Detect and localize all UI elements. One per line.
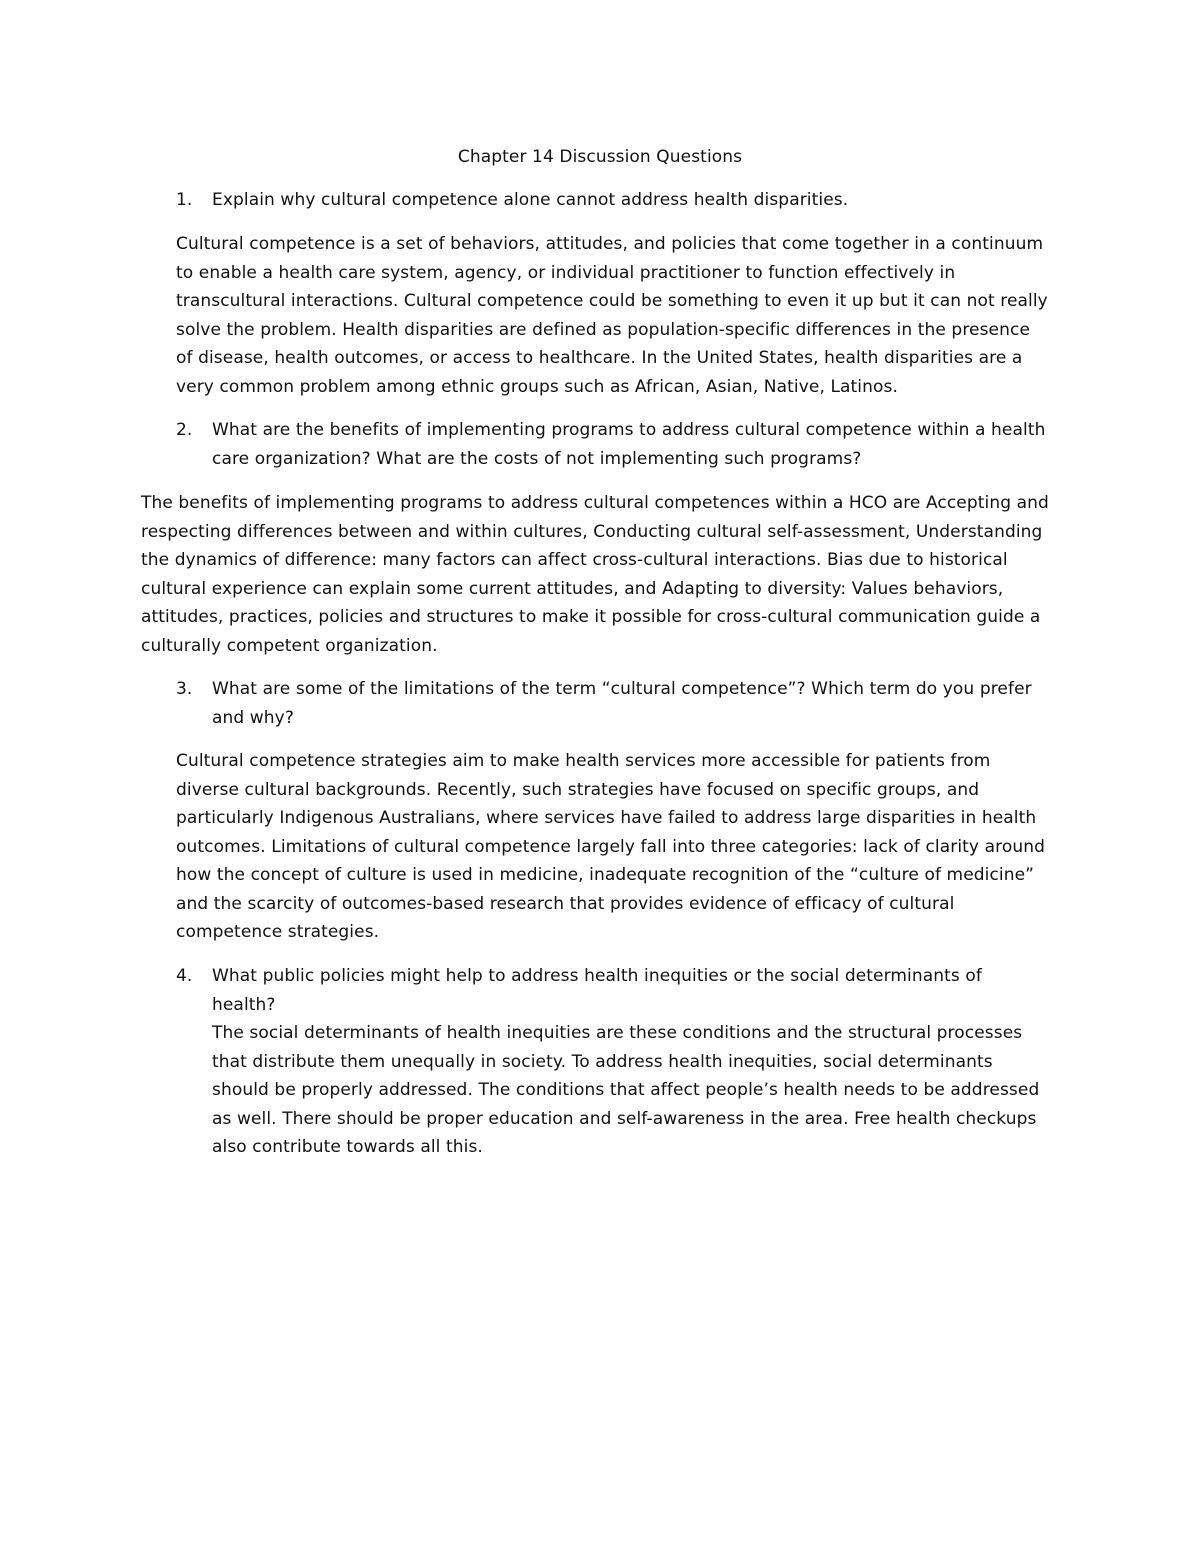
- answer-2-text: [141, 489, 1049, 660]
- answer-line: very common problem among ethnic groups such as African, Asian, Native, Latinos.: [176, 376, 898, 397]
- question-4-number: 4.: [176, 966, 193, 986]
- answer-line: cultural experience can explain some current attitudes, and Adapting to diversity: Values behaviors,: [141, 578, 1004, 599]
- question-1-text: [212, 186, 848, 215]
- answer-line: attitudes, practices, policies and structures to make it possible for cross-cultural communication guide a: [141, 607, 1041, 627]
- document-title: Chapter 14 Discussion Questions: [457, 147, 743, 167]
- question-4-text: [212, 962, 1039, 1162]
- answer-line: of disease, health outcomes, or access to healthcare. In the United States, health disparities are a: [176, 348, 1023, 368]
- question-line: What are some of the limitations of the term “cultural competence”? Which term do you prefer: [212, 679, 1032, 699]
- question-line: What public policies might help to address health inequities or the social determinants of: [212, 966, 982, 986]
- answer-line: as well. There should be proper education and self-awareness in the area. Free health checkups: [212, 1108, 1037, 1129]
- answer-line: to enable a health care system, agency, or individual practitioner to function effectively in: [176, 262, 956, 283]
- question-3-text: [212, 675, 1032, 732]
- answer-line: transcultural interactions. Cultural competence could be something to even it up but it can not really: [176, 291, 1048, 311]
- answer-1-text: [176, 230, 1048, 401]
- question-1-number: 1.: [176, 190, 193, 210]
- question-3-number: 3.: [176, 679, 193, 699]
- answer-line: should be properly addressed. The conditions that affect people’s health needs to be addressed: [212, 1080, 1040, 1100]
- question-line: and why?: [212, 707, 294, 728]
- answer-line: how the concept of culture is used in medicine, inadequate recognition of the “culture of medicine”: [176, 865, 1035, 885]
- answer-line: solve the problem. Health disparities are defined as population-specific differences in the presence: [176, 319, 1030, 340]
- question-2-number: 2.: [176, 420, 193, 440]
- question-line: health?: [212, 994, 276, 1015]
- answer-line: and the scarcity of outcomes-based research that provides evidence of efficacy of cultural: [176, 893, 955, 914]
- answer-line: particularly Indigenous Australians, where services have failed to address large disparities in health: [176, 808, 1037, 828]
- question-2-text: [212, 416, 1045, 473]
- question-line: What are the benefits of implementing programs to address cultural competence within a health: [212, 420, 1046, 440]
- answer-line: the dynamics of difference: many factors can affect cross-cultural interactions. Bias due to historical: [141, 550, 1008, 570]
- answer-line: The social determinants of health inequities are these conditions and the structural processes: [212, 1023, 1023, 1043]
- answer-line: culturally competent organization.: [141, 635, 438, 656]
- question-line: care organization? What are the costs of not implementing such programs?: [212, 448, 862, 469]
- answer-line: competence strategies.: [176, 922, 380, 942]
- answer-line: respecting differences between and within cultures, Conducting cultural self-assessment, Understanding: [141, 521, 1043, 542]
- answer-line: also contribute towards all this.: [212, 1137, 483, 1157]
- answer-line: diverse cultural backgrounds. Recently, such strategies have focused on specific groups, and: [176, 779, 980, 800]
- answer-line: Cultural competence is a set of behaviors, attitudes, and policies that come together in a continuum: [176, 234, 1044, 254]
- answer-line: outcomes. Limitations of cultural competence largely fall into three categories: lack of clarity around: [176, 836, 1045, 857]
- answer-3-text: [176, 747, 1045, 947]
- answer-line: Cultural competence strategies aim to make health services more accessible for patients from: [176, 751, 991, 771]
- answer-line: that distribute them unequally in society. To address health inequities, social determinants: [212, 1051, 993, 1072]
- answer-line: The benefits of implementing programs to address cultural competences within a HCO are Accepting and: [141, 493, 1049, 513]
- question-line: Explain why cultural competence alone cannot address health disparities.: [212, 190, 849, 210]
